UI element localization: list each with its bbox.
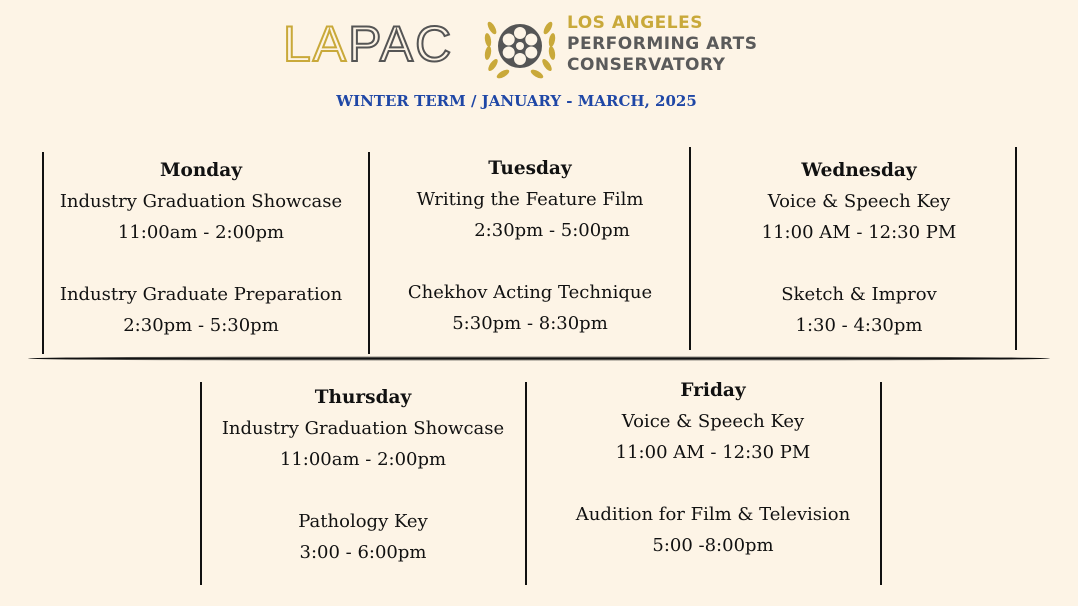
class-time: 3:00 - 6:00pm <box>299 542 427 563</box>
class-time: 1:30 - 4:30pm <box>795 315 923 336</box>
day-name: Friday <box>680 380 746 401</box>
class-time: 11:00am - 2:00pm <box>279 449 447 470</box>
class-time: 11:00 AM - 12:30 PM <box>761 222 957 243</box>
film-reel-laurel-icon <box>480 8 560 84</box>
day-name: Tuesday <box>488 158 572 179</box>
column-divider <box>368 152 370 354</box>
class-time: 5:00 -8:00pm <box>652 535 774 556</box>
class-time: 11:00am - 2:00pm <box>117 222 285 243</box>
lapac-logo-wordmark <box>283 17 453 71</box>
class-title: Voice & Speech Key <box>767 191 951 212</box>
org-name-line1: LOS ANGELES <box>567 13 703 33</box>
class-title: Audition for Film & Television <box>575 504 851 525</box>
day-block-wednesday <box>702 155 1016 341</box>
class-title: Sketch & Improv <box>781 284 937 305</box>
class-title: Writing the Feature Film <box>416 189 644 210</box>
row-divider <box>28 356 1050 361</box>
class-title: Pathology Key <box>298 511 428 532</box>
organization-name <box>567 13 757 76</box>
class-title: Industry Graduation Showcase <box>59 191 343 212</box>
class-title: Industry Graduate Preparation <box>59 284 343 305</box>
column-divider <box>525 382 527 585</box>
class-time: 2:30pm - 5:00pm <box>474 220 630 241</box>
day-name: Wednesday <box>801 160 917 181</box>
day-name: Monday <box>160 160 242 181</box>
class-time: 5:30pm - 8:30pm <box>452 313 608 334</box>
day-block-tuesday <box>382 153 678 339</box>
class-time: 11:00 AM - 12:30 PM <box>615 442 811 463</box>
column-divider <box>200 382 202 585</box>
day-name: Thursday <box>314 387 412 408</box>
class-title: Voice & Speech Key <box>621 411 805 432</box>
org-name-line3: CONSERVATORY <box>567 55 726 75</box>
column-divider <box>689 147 691 350</box>
logo-part-pac: PAC <box>348 16 454 72</box>
class-title: Industry Graduation Showcase <box>221 418 505 439</box>
class-time: 2:30pm - 5:30pm <box>123 315 279 336</box>
logo-part-la: LA <box>283 16 349 72</box>
day-block-thursday <box>205 382 521 568</box>
org-name-line2: PERFORMING ARTS <box>567 34 758 54</box>
term-title: WINTER TERM / JANUARY - MARCH, 2025 <box>336 92 697 110</box>
class-title: Chekhov Acting Technique <box>407 282 653 303</box>
day-block-monday <box>44 155 358 341</box>
day-block-friday <box>540 375 886 561</box>
